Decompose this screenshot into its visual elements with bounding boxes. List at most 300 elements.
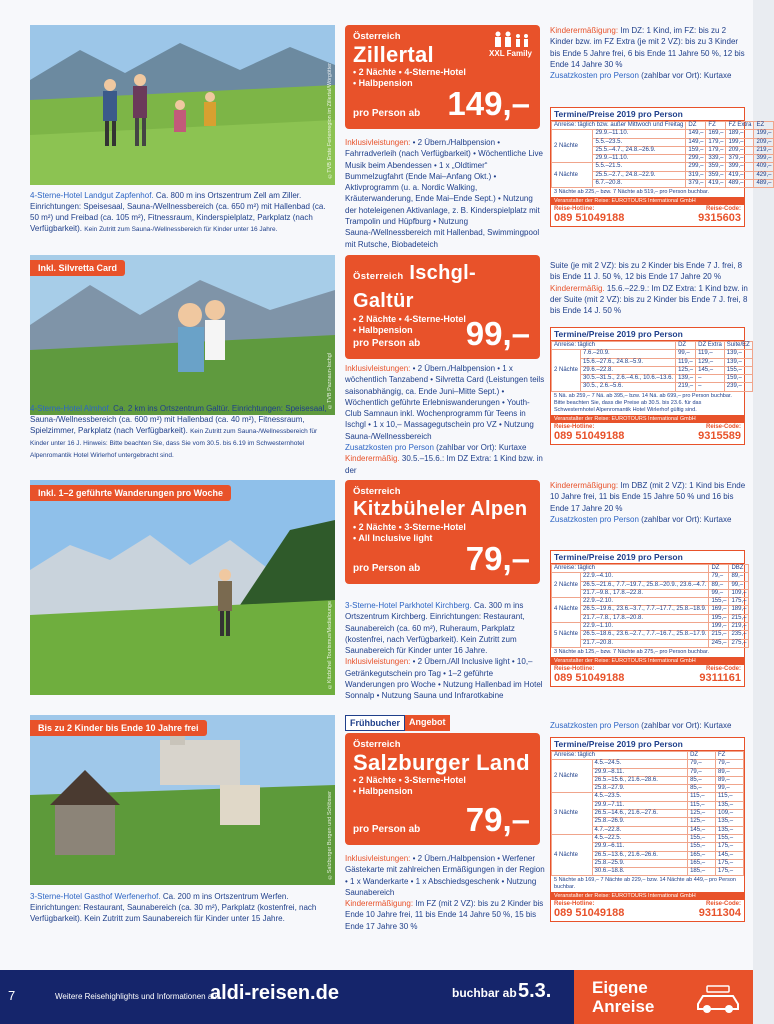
table-cell: 21.7.–9.8., 17.8.–22.8.: [581, 589, 709, 597]
per-person: pro Person ab: [353, 563, 421, 574]
table-cell: 239,–: [724, 383, 752, 391]
table-cell: 99,–: [716, 785, 744, 793]
organizer: Veranstalter der Reise: EUROTOURS International GmbH: [551, 415, 744, 423]
table-cell: 489,–: [754, 180, 774, 188]
table-note: 5 Nä. ab 259,– 7 Nä. ab 395,– bzw. 14 Nä. ab 699,– pro Person buchbar. Bitte beachten Sie, dass die Preise ab 30.5. bis 23.6. für das Schwesternhotel Alpenromantik Hotel Wirlerhof gültig sind.: [554, 392, 732, 413]
group-label: 4 Nächte: [552, 834, 593, 875]
offer-destination: Ischgl-Galtür: [353, 262, 476, 312]
footer-bar: [0, 970, 753, 1024]
hotline-row: [551, 665, 744, 686]
inclusive-services: [345, 853, 545, 932]
incl-label: Inklusivleistungen:: [345, 657, 411, 667]
table-row: [552, 606, 749, 614]
table-cell: 85,–: [688, 785, 716, 793]
table-cell: 85,–: [688, 776, 716, 784]
table-row: [552, 793, 744, 801]
offer-box: [345, 25, 540, 129]
table-cell: 26.5.–13.6., 21.6.–26.6.: [592, 851, 688, 859]
table-cell: 25.5.–2.7., 24.8.–22.9.: [593, 171, 686, 179]
table-cell: 6.7.–20.8.: [593, 180, 686, 188]
table-row: [552, 834, 744, 842]
extra-costs-label: Zusatzkosten pro Person: [550, 721, 639, 730]
table-cell: 79,–: [688, 760, 716, 768]
table-cell: 139,–: [724, 358, 752, 366]
table-cell: 29.9.–6.11.: [592, 843, 688, 851]
header-cell: DZ Extra: [696, 342, 725, 350]
table-row: [552, 163, 774, 171]
table-cell: 25.8.–27.9.: [592, 785, 688, 793]
table-cell: 155,–: [724, 366, 752, 374]
price-grid: [551, 341, 753, 392]
hotline-row: [551, 205, 744, 226]
hotel-small: Kein Zutritt zum Sauna-/Wellnessbereich für Kinder unter 16 Jahre.: [84, 226, 278, 233]
table-cell: 26.5.–15.6., 21.6.–28.6.: [592, 776, 688, 784]
photo-ischgl: [30, 255, 335, 415]
car-icon: [693, 984, 743, 1014]
table-cell: 22.9.–2.10.: [581, 598, 709, 606]
table-cell: 29.9.–7.11.: [592, 801, 688, 809]
hotel-text: Ca. 800 m ins Ortszentrum Zell am Ziller. Einrichtungen: Speisesaal, Sauna-/Wellnessbereich (ca. 650 m²) mit Hallenbad (ca. 50 m²) und Freibad (ca. 105 m²), Fitnessraum, Kinderspielplatz, Parkplatz (nach Verfügbarkeit).: [30, 191, 326, 233]
inclusive-services: [345, 137, 545, 250]
photo-kitzbuehel: [30, 480, 335, 695]
table-cell: 135,–: [716, 801, 744, 809]
per-person: pro Person ab: [353, 108, 421, 119]
table-cell: 89,–: [716, 768, 744, 776]
table-cell: 189,–: [726, 130, 754, 138]
table-cell: 165,–: [688, 859, 716, 867]
table-row: [552, 614, 749, 622]
right-text: [550, 480, 750, 525]
table-cell: 5.5.–21.5.: [593, 163, 686, 171]
child-discount: [550, 480, 750, 514]
offer-feature: • Halbpension: [353, 325, 413, 335]
child-discount: [345, 898, 545, 932]
table-header: [552, 122, 774, 130]
travel-code: [699, 666, 741, 684]
table-cell: 79,–: [709, 573, 729, 581]
hotline-label: Reise-Hotline:: [554, 901, 595, 908]
table-cell: 419,–: [706, 180, 726, 188]
table-cell: 4.5.–22.5.: [592, 834, 688, 842]
child-discount-text: 15.6.–22.9.: Im DZ Extra: 1 Kind bzw. in der Suite (mit 2 VZ): bis zu 2 Kinder bis Ende 7 J. frei, 8 bis Ende 14 J. 50 %: [550, 283, 748, 316]
table-cell: 155,–: [716, 834, 744, 842]
table-cell: 99,–: [729, 581, 749, 589]
photo-credit: ©Salzburger Burgen und Schlösser: [327, 790, 333, 879]
photo-badge: Bis zu 2 Kinder bis Ende 10 Jahre frei: [30, 720, 207, 736]
table-cell: 26.5.–18.6., 23.6.–2.7., 7.7.–16.7., 25.8.–17.9.: [581, 631, 709, 639]
header-cell: FZ Extra: [726, 122, 754, 130]
hotline-row: [551, 423, 744, 444]
offer-feature: • All Inclusive light: [353, 533, 433, 543]
hotline-label: Reise-Hotline:: [554, 665, 595, 672]
offer-feature: • Halbpension: [353, 78, 413, 88]
incl-label: Inklusivleistungen:: [345, 138, 411, 147]
table-cell: 135,–: [716, 818, 744, 826]
header-cell: Anreise: täglich: [552, 342, 676, 350]
table-cell: 235,–: [729, 631, 749, 639]
header-cell: DBZ: [729, 565, 749, 573]
offer-feature: • 2 Nächte • 3-Sterne-Hotel: [353, 522, 466, 532]
hotel-small: Kein Zutritt zum Sauna-/Wellnessbereich für Kinder unter 16 J. Hinweis: Bitte beachten Sie, dass Sie vom 30.5. bis 6.19 im Schwesternhotel Alpenromantik Hotel Wirlerhof untergebracht sind.: [30, 428, 318, 459]
offer-feature: • 2 Nächte • 4-Sterne-Hotel: [353, 67, 466, 77]
table-cell: 145,–: [716, 851, 744, 859]
table-cell: 135,–: [716, 826, 744, 834]
offer-region: Österreich: [353, 271, 404, 282]
table-cell: 175,–: [729, 598, 749, 606]
child-discount-label: Kinderermäßig.: [345, 454, 400, 464]
group-label: 2 Nächte: [552, 130, 593, 163]
table-cell: 155,–: [688, 834, 716, 842]
travel-code-label: Reise-Code:: [705, 206, 741, 213]
table-cell: 319,–: [686, 171, 706, 179]
table-cell: 30.6.–18.8.: [592, 868, 688, 876]
organizer: Veranstalter der Reise: EUROTOURS International GmbH: [551, 657, 744, 665]
price: 79,–: [465, 540, 530, 577]
table-row: [552, 573, 749, 581]
right-text: [550, 720, 750, 731]
header-cell: Suite/EZ: [724, 342, 752, 350]
per-person: pro Person ab: [353, 338, 421, 349]
table-cell: 125,–: [676, 366, 696, 374]
child-discount: [345, 453, 545, 476]
table-cell: 215,–: [709, 631, 729, 639]
group-label: 2 Nächte: [552, 573, 581, 598]
header-cell: DZ: [686, 122, 706, 130]
group-label: 3 Nächte: [552, 793, 593, 834]
travel-code-number: 9315603: [698, 212, 741, 225]
table-cell: 359,–: [706, 171, 726, 179]
extra-costs-label: Zusatzkosten pro Person: [550, 71, 639, 81]
site-link[interactable]: aldi-reisen.de: [210, 982, 339, 1004]
child-discount-text: 30.5.–15.6.: Im DZ Extra: 1 Kind bzw. in der: [345, 454, 543, 475]
table-cell: 139,–: [724, 350, 752, 358]
header-cell: DZ: [688, 752, 716, 760]
price-grid: [551, 564, 749, 648]
table-row: [552, 383, 753, 391]
offer-label: Angebot: [405, 715, 450, 731]
travel-code: [698, 424, 741, 442]
group-label: 4 Nächte: [552, 598, 581, 623]
table-cell: 4.5.–24.5.: [592, 760, 688, 768]
table-cell: 4.7.–22.8.: [592, 826, 688, 834]
table-row: [552, 375, 753, 383]
table-note: 3 Nächte ab 125,– bzw. 7 Nächte ab 275,– pro Person buchbar.: [554, 648, 710, 655]
table-cell: 299,–: [686, 155, 706, 163]
table-row: [552, 760, 744, 768]
header-cell: DZ: [709, 565, 729, 573]
travel-code: [698, 206, 741, 224]
family-icon: [492, 31, 532, 47]
header-cell: EZ: [754, 122, 774, 130]
hotel-text: Ca. 2 km ins Ortszentrum Galtür. Einrichtungen: Speisesaal, Sauna-/Wellnessbereich (ca. 600 m²) mit Hallenbad (ca. 40 m²), Fitnessraum, Spielzimmer, Parkplatz (nach Verfügbarkeit).: [30, 404, 327, 435]
offer-destination: Zillertal: [353, 42, 434, 67]
table-header: [552, 342, 753, 350]
price: 79,–: [465, 801, 530, 838]
price: 149,–: [447, 85, 530, 122]
price-grid: [551, 751, 744, 876]
table-row: [552, 639, 749, 647]
table-cell: 159,–: [686, 146, 706, 154]
table-row: [552, 130, 774, 138]
hotel-text: Ca. 200 m ins Ortszentrum Werfen. Einrichtungen: Restaurant, Saunabereich (ca. 30 m²), Parkplatz (kostenfrei, nach Verfügbarkeit). Kein Zutritt zum Saunabereich für Kinder unter 15 Jahre.: [30, 892, 317, 923]
table-cell: 115,–: [688, 793, 716, 801]
table-cell: 7.6.–20.9.: [581, 350, 676, 358]
organizer: Veranstalter der Reise: EUROTOURS International GmbH: [551, 197, 744, 205]
hotel-description: [30, 891, 335, 924]
hotel-description: [30, 403, 335, 461]
page-number: 7: [8, 988, 16, 1003]
table-cell: 159,–: [724, 375, 752, 383]
travel-code-number: 9315589: [698, 429, 741, 442]
hotel-name: 4-Sterne-Hotel Almhof.: [30, 404, 111, 413]
table-cell: 30.5., 2.6.–5.6.: [581, 383, 676, 391]
table-cell: 99,–: [709, 589, 729, 597]
table-cell: 115,–: [688, 801, 716, 809]
table-cell: 209,–: [754, 138, 774, 146]
table-cell: 145,–: [688, 826, 716, 834]
table-cell: 199,–: [754, 130, 774, 138]
offer-box: [345, 480, 540, 584]
own-travel-line: Eigene: [592, 978, 648, 997]
table-cell: 409,–: [754, 163, 774, 171]
header-cell: DZ: [676, 342, 696, 350]
table-cell: 179,–: [706, 138, 726, 146]
child-discount: [550, 25, 750, 70]
travel-code-label: Reise-Code:: [705, 423, 741, 430]
table-cell: 26.5.–21.6., 7.7.–19.7., 25.8.–20.9., 23.6.–4.7.: [581, 581, 709, 589]
table-row: [552, 366, 753, 374]
extra-costs-label: Zusatzkosten pro Person: [345, 443, 434, 453]
table-cell: 339,–: [706, 155, 726, 163]
table-cell: 22.9.–1.10.: [581, 623, 709, 631]
extra-costs-text: (zahlbar vor Ort): Kurtaxe: [433, 443, 527, 453]
incl-text: • 2 Übern./Halbpension • 1 x wöchentlich Tanzabend • Silvretta Card (Leistungen teils saisonabhängig, ca. Ende Juni–Mitte Sept.) • Wöchentlich geführte Erlebniswanderungen • Youth-Club Samnaun inkl. Wochenprogramm für Teens in Ischgl • 1 x 10,– Massagegutschein pro VZ • Nutzung Sauna-/Wellnessbereich: [345, 364, 545, 441]
child-discount-cont: Suite (je mit 2 VZ): bis zu 2 Kinder bis Ende 7 J. frei, 8 bis Ende 11 J. 50 %, 12 bis Ende 17 Jahre 20 %: [550, 261, 743, 282]
photo-badge: Inkl. Silvretta Card: [30, 260, 125, 276]
table-cell: 429,–: [754, 171, 774, 179]
table-cell: 175,–: [716, 859, 744, 867]
table-cell: 185,–: [688, 868, 716, 876]
travel-code-number: 9311161: [699, 671, 741, 684]
table-cell: 26.5.–19.6., 23.6.–3.7., 7.7.–17.7., 25.8.–18.9.: [581, 606, 709, 614]
table-cell: 25.8.–26.9.: [592, 818, 688, 826]
child-discount: [550, 283, 750, 317]
offer-box: [345, 255, 540, 359]
incl-label: Inklusivleistungen:: [345, 854, 411, 863]
photo-salzburg: [30, 715, 335, 885]
hotel-name: 3-Sterne-Hotel Gasthof Werfenerhof.: [30, 892, 161, 901]
table-cell: 15.6.–27.6., 24.8.–5.9.: [581, 358, 676, 366]
table-cell: 175,–: [716, 868, 744, 876]
table-cell: 175,–: [716, 843, 744, 851]
table-cell: 399,–: [726, 163, 754, 171]
table-cell: 119,–: [696, 350, 725, 358]
hotline-row: [551, 900, 744, 921]
per-person: pro Person ab: [353, 824, 421, 835]
header-cell: Anreise: täglich bzw. außer Mittwoch und Freitag: [552, 122, 686, 130]
table-cell: 419,–: [726, 171, 754, 179]
incl-text: • 2 Übern./All Inclusive light • 10,– Getränkegutschein pro Tag • 1–2 geführte Wanderungen pro Woche • Nutzung Hallenbad im Hotel Sonnalp • Nutzung Sauna und Infrarotkabine: [345, 657, 543, 701]
table-cell: 219,–: [754, 146, 774, 154]
travel-code: [699, 901, 741, 919]
incl-text: • 2 Übern./Halbpension • Fahrradverleih (nach Verfügbarkeit) • Wöchentliche Live Musik beim Abendessen • 1 x „Oldtimer“ Bummelzugfahrt (Ende Mai–Anfang Okt.) • Aktivprogramm (u. a. Nordic Walking, Kräuterwanderung, Ende Mai–Ende Sept.) • Nutzung der hoteleigenen Aktivanlage, z. B. Kinderspielplatz mit Trampolin und Hüpfburg • Nutzung Sauna-/Wellnessbereich mit Hallenbad, Swimmingpool mit Rutsche, Biobadeteich: [345, 138, 544, 249]
photo-credit: ©Kitzbühel Tourismus/Medialounge: [327, 600, 333, 689]
table-cell: 21.7.–20.8.: [581, 639, 709, 647]
price-table: [550, 107, 772, 227]
price: 99,–: [465, 315, 530, 352]
price-table: [550, 737, 745, 922]
own-travel-badge: [574, 970, 753, 1024]
offer-destination: Kitzbüheler Alpen: [353, 498, 528, 520]
price-table: [550, 327, 750, 445]
table-cell: 359,–: [706, 163, 726, 171]
table-cell: 155,–: [688, 843, 716, 851]
right-text: [550, 260, 750, 316]
child-discount-text: Im DBZ (mit 2 VZ): 1 Kind bis Ende 10 Jahre frei, 11 bis Ende 15 Jahre 50 % und 16 bis Ende 17 Jahre 20 %: [550, 481, 746, 513]
table-cell: 109,–: [729, 589, 749, 597]
table-title: Termine/Preise 2019 pro Person: [551, 328, 744, 341]
family-label: XXL Family: [489, 49, 532, 58]
table-cell: 169,–: [709, 606, 729, 614]
hotel-name: 3-Sterne-Hotel Parkhotel Kirchberg.: [345, 601, 472, 610]
table-cell: 30.5.–31.5., 2.6.–4.6., 10.6.–13.6.: [581, 375, 676, 383]
early-bird-label: Frühbucher: [345, 715, 405, 731]
child-discount-label: Kinderermäßigung:: [550, 481, 619, 490]
table-cell: 79,–: [688, 768, 716, 776]
table-cell: 119,–: [676, 358, 696, 366]
child-discount-text: Im DZ: 1 Kind, im FZ: bis zu 2 Kinder bzw. im FZ Extra (je mit 2 VZ): bis zu 3 Kinder bis Ende 5 Jahre frei, 6 bis Ende 11 Jahre 50 %, 12 bis Ende 14 Jahre 30 %: [550, 26, 745, 69]
extra-costs-text: (zahlbar vor Ort): Kurtaxe: [638, 514, 732, 524]
offer-feature: • 2 Nächte • 4-Sterne-Hotel: [353, 314, 466, 324]
photo-zillertal: [30, 25, 335, 185]
table-row: [552, 350, 753, 358]
header-cell: Anreise: täglich: [552, 752, 688, 760]
family-badge: [489, 31, 532, 58]
travel-code-label: Reise-Code:: [705, 665, 741, 672]
table-cell: 215,–: [729, 614, 749, 622]
hotline-number: 089 51049188: [554, 429, 625, 442]
table-row: [552, 358, 753, 366]
travel-code-number: 9311304: [698, 907, 741, 920]
footer-text: Weitere Reisehighlights und Informationen auf: [55, 992, 219, 1001]
child-discount-label: Kinderermäßigung:: [550, 26, 619, 35]
hotline: [554, 666, 624, 684]
extra-costs-text: (zahlbar vor Ort): Kurtaxe: [638, 721, 732, 730]
child-discount-label: Kinderermäßig.: [550, 283, 605, 293]
table-title: Termine/Preise 2019 pro Person: [551, 738, 744, 751]
hotline: [554, 424, 624, 442]
table-cell: 89,–: [729, 573, 749, 581]
hotline: [554, 901, 624, 919]
table-cell: 79,–: [716, 760, 744, 768]
incl-text: • 2 Übern./Halbpension • Werfener Gästekarte mit zahlreichen Ermäßigungen in der Region • 1 x Wanderkarte • 1 x Abschiedsgeschenk • Nutzung Saunabereich: [345, 854, 545, 897]
extra-costs: [345, 442, 545, 453]
price-grid: [551, 121, 774, 188]
table-row: [552, 581, 749, 589]
table-cell: 29.9.–11.10.: [593, 130, 686, 138]
table-row: [552, 589, 749, 597]
table-cell: 245,–: [709, 639, 729, 647]
bookable-date: 5.3.: [518, 980, 552, 1002]
extra-costs-label: Zusatzkosten pro Person: [550, 514, 639, 524]
own-travel-line: Anreise: [592, 997, 655, 1016]
table-title: Termine/Preise 2019 pro Person: [551, 551, 744, 564]
child-discount-text: Im FZ (mit 2 VZ): bis zu 2 Kinder bis Ende 10 Jahre frei, 11 bis Ende 14 Jahre 50 %, 15 bis Ende 17 Jahre 30 %: [345, 899, 544, 931]
group-label: 4 Nächte: [552, 163, 593, 188]
group-label: 2 Nächte: [552, 760, 593, 793]
table-cell: 489,–: [726, 180, 754, 188]
table-cell: 399,–: [754, 155, 774, 163]
offer-region: Österreich: [353, 31, 401, 42]
right-text: [550, 25, 750, 81]
table-cell: 189,–: [729, 606, 749, 614]
table-cell: 299,–: [686, 163, 706, 171]
table-cell: 4.5.–23.5.: [592, 793, 688, 801]
table-row: [552, 598, 749, 606]
offer-box: [345, 733, 540, 845]
bookable-label: buchbar ab: [452, 986, 517, 1000]
table-cell: 29.9.–8.11.: [592, 768, 688, 776]
table-cell: 275,–: [729, 639, 749, 647]
table-cell: 199,–: [726, 138, 754, 146]
travel-code-label: Reise-Code:: [705, 901, 741, 908]
table-cell: 149,–: [686, 130, 706, 138]
table-cell: 125,–: [688, 818, 716, 826]
offer-feature: • 2 Nächte • 3-Sterne-Hotel: [353, 775, 466, 785]
table-cell: 219,–: [729, 623, 749, 631]
table-cell: 5.5.–23.5.: [593, 138, 686, 146]
table-cell: 139,–: [676, 375, 696, 383]
table-cell: 169,–: [706, 130, 726, 138]
offer-destination: Salzburger Land: [353, 750, 530, 775]
offer-region: Österreich: [353, 486, 401, 497]
table-cell: 149,–: [686, 138, 706, 146]
table-cell: 219,–: [676, 383, 696, 391]
table-cell: 109,–: [716, 810, 744, 818]
table-cell: 26.5.–14.6., 21.6.–27.6.: [592, 810, 688, 818]
table-cell: 29.6.–22.8.: [581, 366, 676, 374]
table-cell: 199,–: [709, 623, 729, 631]
hotline: [554, 206, 624, 224]
inclusive-services: [345, 363, 545, 476]
table-cell: 179,–: [706, 146, 726, 154]
table-cell: 89,–: [709, 581, 729, 589]
photo-badge: Inkl. 1–2 geführte Wanderungen pro Woche: [30, 485, 231, 501]
table-cell: 22.9.–4.10.: [581, 573, 709, 581]
hotline-label: Reise-Hotline:: [554, 423, 595, 430]
table-row: [552, 623, 749, 631]
table-title: Termine/Preise 2019 pro Person: [551, 108, 744, 121]
table-row: [552, 631, 749, 639]
table-cell: 165,–: [688, 851, 716, 859]
table-cell: –: [696, 383, 725, 391]
hotline-number: 089 51049188: [554, 671, 625, 684]
table-cell: 145,–: [696, 366, 725, 374]
group-label: 2 Nächte: [552, 350, 581, 391]
hotline-label: Reise-Hotline:: [554, 206, 595, 213]
hotel-name: 4-Sterne-Hotel Landgut Zapfenhof.: [30, 191, 154, 200]
hotline-number: 089 51049188: [554, 212, 625, 225]
table-cell: 379,–: [686, 180, 706, 188]
group-label: 5 Nächte: [552, 623, 581, 648]
organizer: Veranstalter der Reise: EUROTOURS International GmbH: [551, 892, 744, 900]
hotel-text: Ca. 300 m ins Ortszentrum Kirchberg. Einrichtungen: Restaurant, Saunabereich (ca. 60 m²), Ruheraum, Parkplatz (kostenfrei, nach Verfügbarkeit). Kein Zutritt zum Saunabereich für Kinder unter 16 Jahre.: [345, 601, 525, 656]
early-bird-badge: [345, 715, 450, 731]
incl-label: Inklusivleistungen:: [345, 364, 411, 373]
hotel-description: [30, 190, 335, 235]
price-table: [550, 550, 745, 687]
table-header: [552, 565, 749, 573]
